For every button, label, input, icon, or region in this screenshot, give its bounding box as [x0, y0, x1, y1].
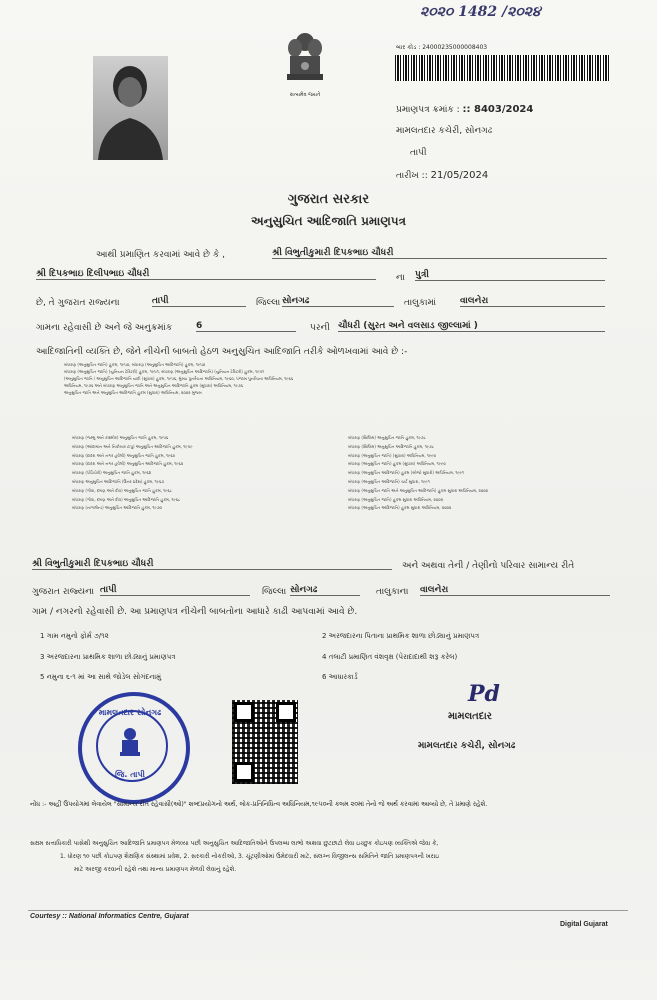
handwritten-reference: ૨૦૨૦ 1482 /૨૦૨૪ [420, 4, 541, 20]
relation-value: પુત્રી [415, 270, 605, 281]
emblem-caption: સત્યમેવ જયતે [289, 92, 321, 98]
serial-suffix: પરની [310, 323, 330, 333]
residence-name: શ્રી વિભુતીકુમારી દિપકભાઇ ચૌધરી [32, 559, 392, 570]
verification-qr-code [232, 700, 298, 784]
note-text: નોંધ :- અહીં ઉપયોગમાં લેવાયેલ "સામાન્ય રીતે રહેવાસી(ઓ)" શબ્દપ્રયોગનો અર્થ, લોક-પ્રતિનિધિત્વ અધિનિયમ,૧૯૫૦ની કલમ ૨૦માં તેનો જે અર્થ કરવામાં આવ્યો છે, તે પ્રમાણે રહેશે. [30, 801, 488, 808]
issuing-district: તાપી [410, 148, 427, 158]
official-seal: મામલતદાર સોનગઢ જિ. તાપી [78, 692, 190, 804]
certificate-number-row: પ્રમાણપત્ર ક્રમાંક : :: 8403/2024 [396, 104, 534, 115]
taluka-value: વાલનેરા [460, 296, 605, 307]
barcode [395, 55, 610, 81]
document-item: 5 નમુના ૬-૧ માં આ સાથે જોડેલ સોગંદનામું [40, 673, 162, 681]
ashoka-emblem-icon [282, 30, 328, 88]
res-district: તાપી [100, 585, 250, 596]
applicant-name: શ્રી વિભુતીકુમારી દિપકભાઇ ચૌધરી [272, 248, 607, 259]
village-prefix: ગામના રહેવાસી છે અને જે અનુક્રમાંક [36, 323, 173, 333]
father-name: શ્રી દિપકભાઇ દિલીપભાઇ ચૌધરી [36, 269, 376, 280]
res-district-name: સોનગઢ [290, 585, 360, 596]
document-item: 1 ગામ નમુનો ફોર્મ ૭/૧૨ [40, 632, 109, 640]
applicant-photo [93, 56, 168, 160]
document-item: 4 તલાટી પ્રમાણિત વંશવૃક્ષ (પેરાદાદાથી શરૂ કરેલ) [322, 653, 458, 661]
person-silhouette-icon [93, 56, 168, 160]
residence-suffix: અને અથવા તેની / તેણીનો પરિવાર સામાન્ય રીતે [402, 561, 575, 571]
certificate-title: અનુસુચિત આદિજાતિ પ્રમાણપત્ર [251, 214, 406, 228]
res-state-prefix: ગુજરાત રાજ્યના [32, 587, 95, 597]
document-item: 3 અરજદારના પ્રાથમિક શાળા છોડ્યાનું પ્રમાણપત્ર [40, 653, 176, 661]
tribe-description: આદિજાતિની વ્યક્તિ છે, જેને નીચેની બાબતો હેઠળ અનુસુચિત આદિજાતિ તરીકે ઓળખવામાં આવે છે :- [36, 347, 408, 357]
certify-prefix: આથી પ્રમાણિત કરવામાં આવે છે કે , [96, 250, 225, 260]
certificate-number: :: 8403/2024 [462, 104, 534, 115]
issue-date: 21/05/2024 [430, 170, 489, 181]
orders-right-list: બંધારણ (સિક્કિમ) અનુસુચિત જાતિ હુકમ, ૧૯૭૮ બંધારણ (સિક્કિમ) અનુસુચિત આદિજાતિ હુકમ, ૧૯૭૮ બંધારણ (અનુસુચિત જાતિ) (સુધારા) અધિનિયમ, ૧૯૯૦ બંધારણ (અનુસુચિત જાતિ) હુકમ (સુધારા) અધિનિયમ, ૧૯૯૦ બંધારણ (અનુસુચિત આદિજાતિ) હુકમ (બીજો સુધારો) અધિનિયમ, ૧૯૯૧ બંધારણ (અનુસુચિત આદિજાતિ) ચાર્ટ સુધારા, ૧૯૯૧ બંધારણ (અનુસુચિત જાતિ અને અનુસુચિત આદિજાતિ) હુકમ સુધારા અધિનિયમ, ૨૦૦૨ બંધારણ (અનુસુચિત જાતિ) હુકમ સુધારા અધિનિયમ, ૨૦૦૨ બંધારણ (અનુસુચિત આદિજાતિ) હુકમ સુધારા અધિનિયમ, ૨૦૦૨ [348, 435, 488, 511]
res-taluka: વાલનેરા [420, 585, 610, 596]
state-emblem [282, 30, 328, 98]
footer-divider [28, 910, 628, 911]
district-value: તાપી [152, 296, 246, 307]
barcode-number: 24000235000008403 [422, 44, 488, 51]
courtesy-text: Courtesy :: National Informatics Centre, Gujarat [30, 913, 189, 920]
orders-summary: બંધારણ (અનુસુચિત જાતિ) હુકમ, ૧૯૫૦, બંધારણ (અનુસુચિત આદિજાતિ) હુકમ, ૧૯૫૦ બંધારણ (અનુસુચિત જાતિ) (યુનિયન ટેરિટરી) હુકમ, ૧૯૫૧, બંધારણ (અનુસુચિત આદિજાતિ) (યુનિયન ટેરિટરી) હુકમ, ૧૯૫૧ (અનુસુચિત જાતિ / અનુસુચિત આદિજાતિ યાદી (સુધારા) હુકમ, ૧૯૫૬, મુંબઇ પુનર્રચના અધિનિયમ, ૧૯૬૦, પંજાબ પુનર્રચના અધિનિયમ, ૧૯૬૬ અધિનિયમ, ૧૯૭૬ અને બંધારણ અનુસુચિત જાતિ અને અનુસુચિત આદિજાતિ હુકમ (સુધારા) અધિનિયમ, ૧૯૭૬ અનુસુચિત જાતિ અને અનુસુચિત આદિજાતિ હુકમ (સુધારા) અધિનિયમ, ૨૦૦૨ મુજબ [64, 362, 294, 395]
res-taluka-label: તાલુકાના [376, 587, 409, 597]
orders-left-list: બંધારણ (જમ્મુ અને કાશ્મીર) અનુસુચિત જાતિ હુકમ, ૧૯૫૬ બંધારણ (આંદામાન અને નિકોબાર ટાપુ) અનુસુચિત આદિજાતિ હુકમ, ૧૯૫૯ બંધારણ (દાદરા અને નગર હવેલી) અનુસુચિત જાતિ હુકમ, ૧૯૬૨ બંધારણ (દાદરા અને નગર હવેલી) અનુસુચિત આદિજાતિ હુકમ, ૧૯૬૨ બંધારણ (પોંડિચેરી) અનુસુચિત જાતિ હુકમ, ૧૯૬૪ બંધારણ અનુસુચિત આદિજાતિ (ઉત્તર પ્રદેશ) હુકમ, ૧૯૬૭ બંધારણ (ગોવા, દમણ અને દીવ) અનુસુચિત જાતિ હુકમ, ૧૯૬૮ બંધારણ (ગોવા, દમણ અને દીવ) અનુસુચિત આદિજાતિ હુકમ, ૧૯૬૮ બંધારણ (નાગાલેન્ડ) અનુસુચિત આદિજાતિ હુકમ, ૧૯૭૦ [72, 435, 193, 511]
digital-gujarat-text: Digital Gujarat [560, 921, 608, 928]
district-label: જિલ્લા [256, 298, 281, 308]
seal-emblem-icon [118, 726, 142, 764]
document-item: 2 અરજદારના પિતાના પ્રાથમિક શાળા છોડ્યાનું પ્રમાણપત્ર [322, 632, 480, 640]
relation-label: ના [396, 273, 405, 283]
govt-title: ગુજરાત સરકાર [287, 192, 370, 207]
res-district-label: જિલ્લા [262, 587, 287, 597]
document-item: 6 આધારકાર્ડ [322, 673, 358, 681]
signatory-title: મામલતદાર [448, 711, 492, 722]
signatory-office: મામલતદાર કચેરી, સોનગઢ [418, 741, 516, 751]
footer-list-continued: માટે અરજી કરવાની રહેશે તથા માન્ય પ્રમાણપત્ર મેળવી લેવાનું રહેશે. [74, 866, 237, 873]
tribe-name: ચૌધરી (સુરત અને વલસાડ જીલ્લામાં ) [338, 321, 605, 332]
district-name: સોનગઢ [282, 296, 394, 307]
basis-line: ગામ / નગરનો રહેવાસી છે. આ પ્રમાણપત્ર નીચેની બાબતોના આધારે કાઢી આપવામાં આવે છે. [32, 607, 358, 617]
barcode-label: બાર કોડ : 24000235000008403 [396, 44, 488, 51]
footer-list: 1. ધોરણ ૧૦ પછી કોઇપણ શૈક્ષણિક સંસ્થામાં પ્રવેશ, 2. સરકારી નોકરીઓ, 3. ચૂંટણીઓમાં ઉમેદવારી માટે, સંલગ્ન વિજીલન્સ સમિતિને જાતિ પ્રમાણપત્રની ખરાઇ [60, 853, 440, 860]
state-prefix: છે, તે ગુજરાત રાજ્યના [36, 298, 120, 308]
footer-paragraph: સક્ષમ સત્તાધિકારી પાસેથી અનુસુચિત આદિજાતિ પ્રમાણપત્ર મેળવ્યા પછી અનુસુચિત આદિજાતિઓને ઉપલબ્ધ લાભો અથવા છુટછાટો લેવા ઇચ્છુક કોઇપણ વ્યક્તિએ જેવા કે, [30, 840, 439, 847]
taluka-label: તાલુકામાં [404, 298, 437, 308]
issuing-office: મામલતદાર કચેરી, સોનગઢ [396, 126, 493, 136]
signature-scribble: Pd [468, 681, 500, 707]
serial-number: 6 [196, 321, 296, 332]
issue-date-row: તારીખ :: 21/05/2024 [396, 170, 489, 181]
